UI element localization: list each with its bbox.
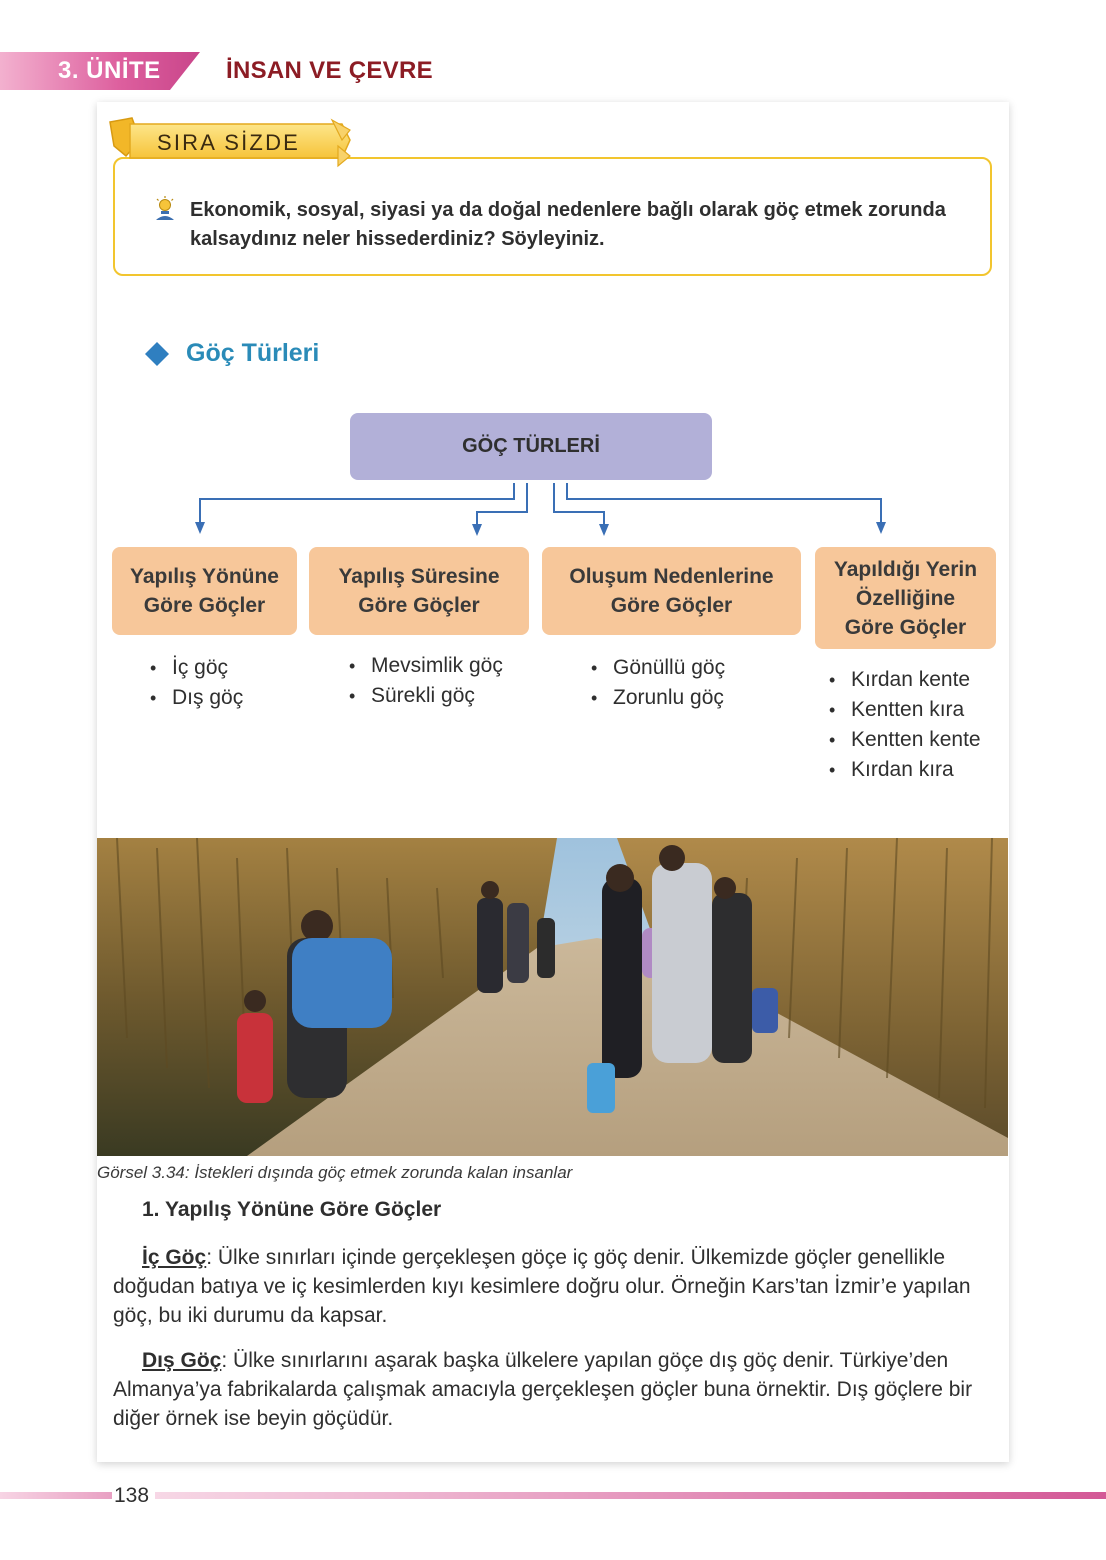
list-item: • Dış göç — [150, 683, 243, 713]
category-title: Yapılış Yönüne Göre Göçler — [130, 565, 279, 617]
list-item: • Gönüllü göç — [591, 653, 725, 683]
sira-sizde-question: Ekonomik, sosyal, siyasi ya da doğal nedenlere bağlı olarak göç etmek zorunda kalsaydınız neler hissederdiniz? Söyleyiniz. — [190, 199, 946, 250]
category-node-direction — [112, 547, 297, 635]
diagram-root-node: GÖÇ TÜRLERİ — [350, 413, 712, 480]
category-node-place — [815, 547, 996, 649]
category-items-place — [829, 665, 981, 785]
list-item: • Kırdan kente — [829, 665, 981, 695]
category-title: Yapılış Süresine Göre Göçler — [338, 565, 500, 617]
category-title: Yapıldığı Yerin Özelliğine Göre Göçler — [833, 557, 978, 639]
list-item: • Kentten kıra — [829, 695, 981, 725]
category-node-duration — [309, 547, 529, 635]
unit-label: 3. ÜNİTE — [58, 57, 161, 84]
figure-caption: Görsel 3.34: İstekleri dışında göç etmek zorunda kalan insanlar — [97, 1163, 573, 1182]
migrants-photo — [97, 838, 1008, 1156]
paragraph-ic-goc — [113, 1243, 993, 1330]
list-item: • Mevsimlik göç — [349, 651, 503, 681]
list-item: • Zorunlu göç — [591, 683, 725, 713]
category-title: Oluşum Nedenlerine Göre Göçler — [569, 565, 774, 617]
category-items-direction — [150, 653, 243, 713]
paragraph-text: : Ülke sınırları içinde gerçekleşen göçe iç göç denir. Ülkemizde göçler genellikle doğudan batıya ve iç kesimlerden kıyı kesimlere doğru olur. Örneğin Kars’tan İzmir’e yapılan göç, bu iki durumu da kapsar. — [113, 1246, 971, 1327]
sira-sizde-label: SIRA SİZDE — [157, 130, 301, 155]
list-item: • Kırdan kıra — [829, 755, 981, 785]
paragraph-text: : Ülke sınırlarını aşarak başka ülkelere yapılan göçe dış göç denir. Türkiye’den Almanya’ya fabrikalarda çalışmak amacıyla gerçekleşen göçler buna örnektir. Dış göçlere bir diğer örnek ise beyin göçüdür. — [113, 1349, 973, 1430]
term: İç Göç — [142, 1246, 207, 1269]
list-item: • Kentten kente — [829, 725, 981, 755]
page-number: 138 — [112, 1484, 155, 1508]
paragraph-dis-goc — [113, 1346, 993, 1433]
diagram-connectors — [0, 0, 1106, 560]
footer-line-right — [150, 1492, 1106, 1499]
category-items-cause — [591, 653, 725, 713]
category-node-cause — [542, 547, 801, 635]
list-item: • Sürekli göç — [349, 681, 503, 711]
list-item: • İç göç — [150, 653, 243, 683]
footer-line-left — [0, 1492, 120, 1499]
category-items-duration — [349, 651, 503, 711]
term: Dış Göç — [142, 1349, 222, 1372]
unit-title: İNSAN VE ÇEVRE — [226, 57, 433, 84]
section-title: Göç Türleri — [186, 339, 320, 367]
sub-heading: 1. Yapılış Yönüne Göre Göçler — [142, 1198, 442, 1221]
